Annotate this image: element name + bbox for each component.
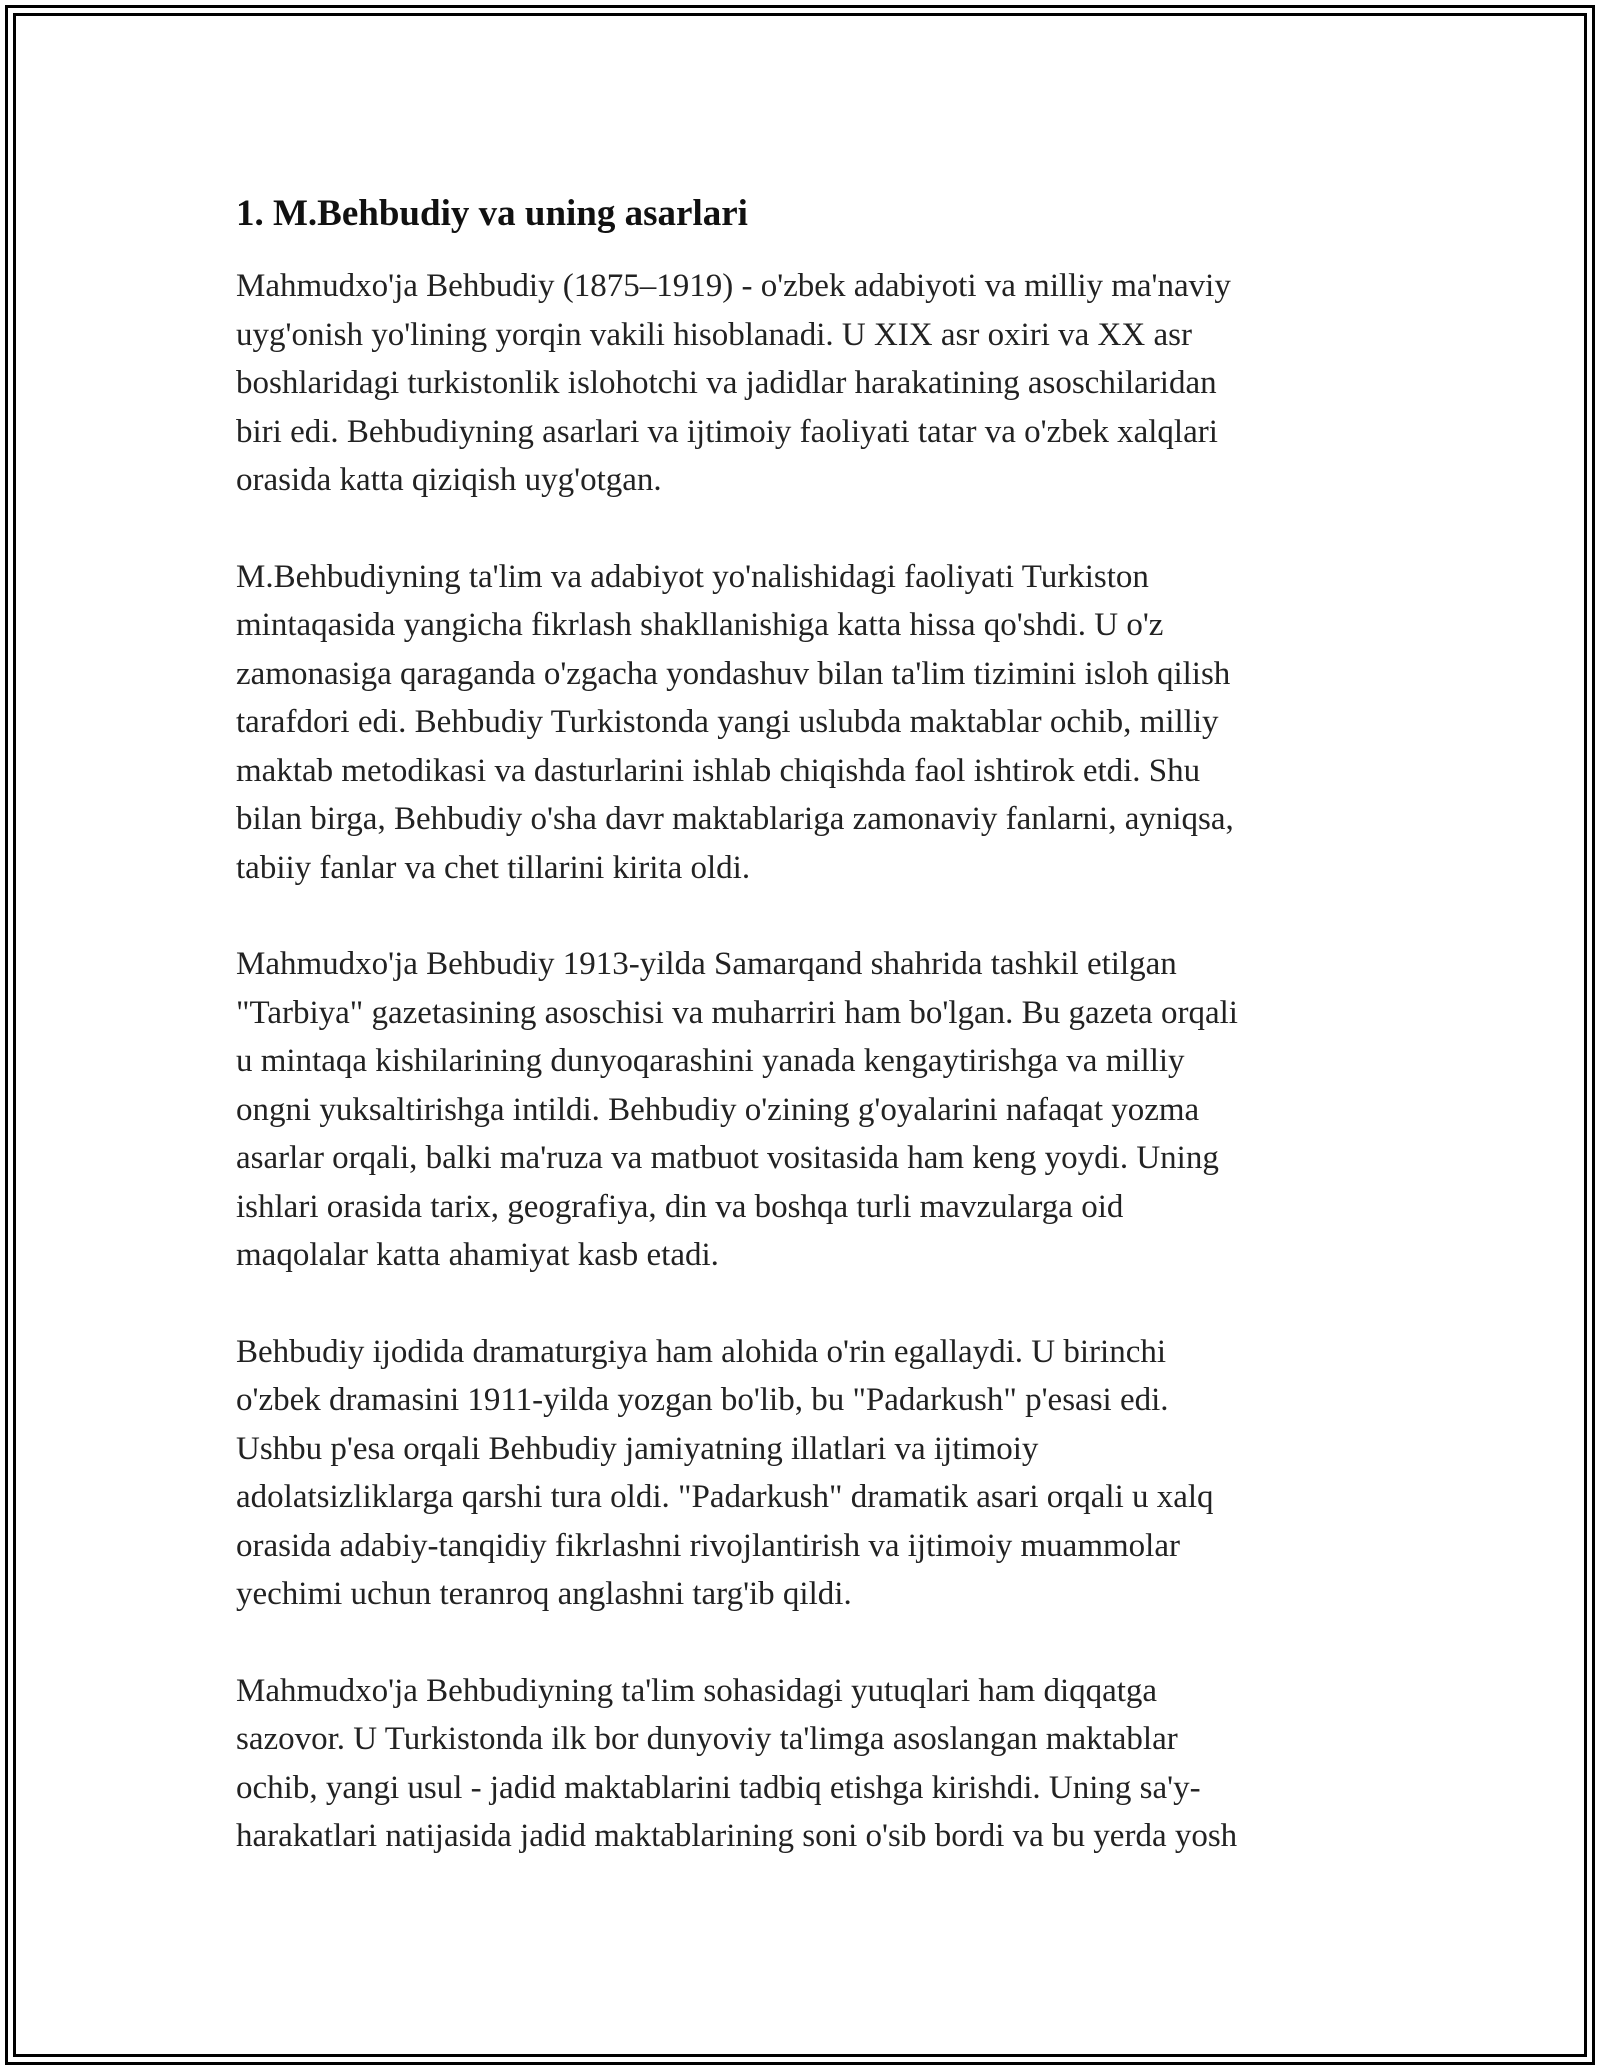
text-line: Mahmudxo'ja Behbudiy 1913-yilda Samarqand shahrida tashkil etilgan — [236, 946, 1177, 982]
text-line: orasida katta qiziqish uyg'otgan. — [236, 462, 662, 498]
text-line: o'zbek dramasini 1911-yilda yozgan bo'lib, bu "Padarkush" p'esasi edi. — [236, 1382, 1169, 1418]
text-line: sazovor. U Turkistonda ilk bor dunyoviy ta'limga asoslangan maktablar — [236, 1721, 1178, 1757]
text-line: ishlari orasida tarix, geografiya, din va boshqa turli mavzularga oid — [236, 1188, 1124, 1225]
text-line: ongni yuksaltirishga intildi. Behbudiy o'zining g'oyalarini nafaqat yozma — [236, 1091, 1200, 1128]
text-line: mintaqasida yangicha fikrlash shakllanishiga katta hissa qo'shdi. U o'z — [236, 607, 1164, 643]
text-line: boshlaridagi turkistonlik islohotchi va jadidlar harakatining asoschilaridan — [236, 365, 1217, 401]
section-title: 1. M.Behbudiy va uning asarlari — [236, 193, 748, 234]
document-content — [236, 190, 1366, 1909]
text-line: bilan birga, Behbudiy o'sha davr maktablariga zamonaviy fanlarni, ayniqsa, — [236, 801, 1234, 837]
text-line: uyg'onish yo'lining yorqin vakili hisoblanadi. U XIX asr oxiri va XX asr — [236, 316, 1192, 353]
text-line: orasida adabiy-tanqidiy fikrlashni rivojlantirish va ijtimoiy muammolar — [236, 1527, 1180, 1564]
text-line: harakatlari natijasida jadid maktablarining soni o'sib bordi va bu yerda yosh — [236, 1818, 1238, 1854]
text-line: Mahmudxo'ja Behbudiy (1875–1919) - o'zbek adabiyoti va milliy ma'naviy — [236, 268, 1231, 304]
text-line: Ushbu p'esa orqali Behbudiy jamiyatning illatlari va ijtimoiy — [236, 1430, 1039, 1467]
text-line: tabiiy fanlar va chet tillarini kirita oldi. — [236, 849, 751, 886]
text-line: M.Behbudiyning ta'lim va adabiyot yo'nalishidagi faoliyati Turkiston — [236, 558, 1149, 595]
text-line: "Tarbiya" gazetasining asoschisi va muharriri ham bo'lgan. Bu gazeta orqali — [236, 994, 1238, 1031]
paragraph-2 — [236, 553, 1366, 893]
text-line: zamonasiga qaraganda o'zgacha yondashuv bilan ta'lim tizimini isloh qilish — [236, 655, 1231, 692]
text-line: adolatsizliklarga qarshi tura oldi. "Padarkush" dramatik asari orqali u xalq — [236, 1479, 1214, 1515]
text-line: ochib, yangi usul - jadid maktablarini tadbiq etishga kirishdi. Uning sa'y- — [236, 1769, 1201, 1806]
text-line: Mahmudxo'ja Behbudiyning ta'lim sohasidagi yutuqlari ham diqqatga — [236, 1672, 1158, 1709]
text-line: maqolalar katta ahamiyat kasb etadi. — [236, 1237, 719, 1273]
text-line: Behbudiy ijodida dramaturgiya ham alohida o'rin egallaydi. U birinchi — [236, 1333, 1167, 1370]
text-line: asarlar orqali, balki ma'ruza va matbuot vositasida ham keng yoydi. Uning — [236, 1140, 1219, 1176]
text-line: u mintaqa kishilarining dunyoqarashini yanada kengaytirishga va milliy — [236, 1043, 1185, 1079]
text-line: biri edi. Behbudiyning asarlari va ijtimoiy faoliyati tatar va o'zbek xalqlari — [236, 413, 1218, 450]
text-line: yechimi uchun teranroq anglashni targ'ib qildi. — [236, 1576, 852, 1612]
paragraph-4 — [236, 1328, 1366, 1619]
document-body — [236, 262, 1366, 1861]
text-line: maktab metodikasi va dasturlarini ishlab chiqishda faol ishtirok etdi. Shu — [236, 752, 1201, 789]
paragraph-1 — [236, 262, 1366, 505]
text-line: tarafdori edi. Behbudiy Turkistonda yangi uslubda maktablar ochib, milliy — [236, 704, 1219, 740]
paragraph-5 — [236, 1667, 1366, 1861]
paragraph-3 — [236, 940, 1366, 1280]
